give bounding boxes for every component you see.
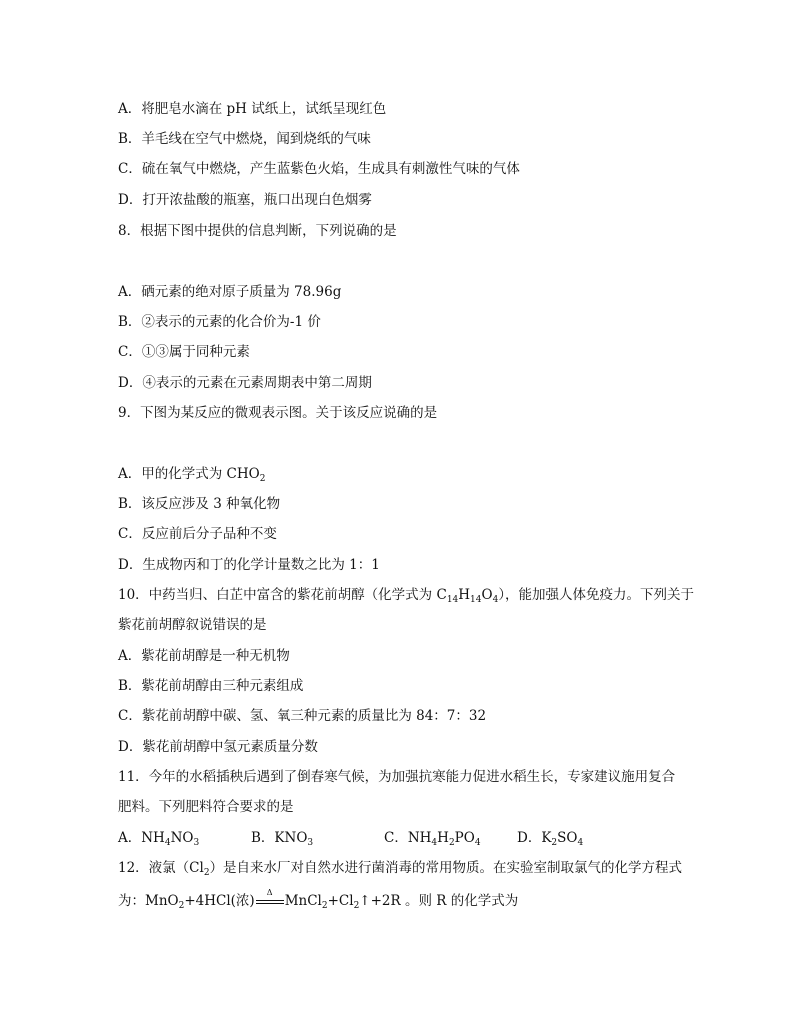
question-9-option-c: C．反应前后分子品种不变 bbox=[118, 526, 277, 542]
q9-a-text: A．甲的化学式为 CHO bbox=[118, 466, 260, 482]
q10-stem-post: ），能加强人体免疫力。下列关于 bbox=[498, 587, 695, 603]
q10-stem-pre: 10．中药当归、白芷中富含的紫花前胡醇（化学式为 C bbox=[118, 587, 447, 603]
question-8-option-b: B．②表示的元素的化合价为-1 价 bbox=[118, 314, 321, 330]
q10-f5: 4 bbox=[492, 595, 499, 605]
question-8-option-d: D．④表示的元素在元素周期表中第二周期 bbox=[118, 375, 372, 391]
question-8-option-c: C．①③属于同种元素 bbox=[118, 344, 250, 360]
reaction-condition bbox=[255, 888, 285, 911]
question-10-stem bbox=[118, 585, 694, 605]
q9-a-sub: 2 bbox=[259, 474, 266, 484]
question-12-equation: 为：MnO$_2$+4HCl(浓) Δ $MnCl_2+Cl_2↑+2R$ 。则 R 的化学式为 bbox=[118, 891, 518, 911]
question-7-option-d: D．打开浓盐酸的瓶塞，瓶口出现白色烟雾 bbox=[118, 192, 372, 208]
question-9-option-b: B．该反应涉及 3 种氧化物 bbox=[118, 496, 281, 512]
question-8-stem: 8．根据下图中提供的信息判断，下列说确的是 bbox=[118, 223, 397, 239]
q11-option-b: B．$KNO_3$ bbox=[251, 830, 314, 848]
q10-f3: 14 bbox=[470, 595, 482, 605]
q12-stem-sub: 2 bbox=[203, 868, 210, 878]
question-9-stem: 9．下图为某反应的微观表示图。关于该反应说确的是 bbox=[118, 405, 438, 421]
question-7-option-b: B．羊毛线在空气中燃烧，闻到烧纸的气味 bbox=[118, 131, 371, 147]
heat-symbol: Δ bbox=[266, 888, 273, 897]
question-10-option-b: B．紫花前胡醇由三种元素组成 bbox=[118, 678, 304, 694]
q11-option-c: C．$NH_4H_2PO_4$ bbox=[384, 830, 481, 848]
question-11-stem: 11．今年的水稻插秧后遇到了倒春寒气候，为加强抗寒能力促进水稻生长，专家建议施用复合 bbox=[118, 769, 676, 785]
question-12-stem bbox=[118, 858, 682, 878]
question-7-option-c: C．硫在氧气中燃烧，产生蓝紫色火焰，生成具有刺激性气味的气体 bbox=[118, 161, 520, 177]
q11-option-d: D．$K_2SO_4$ bbox=[517, 830, 584, 848]
question-10-stem-line2: 紫花前胡醇叙说错误的是 bbox=[118, 617, 267, 633]
question-10-option-d: D．紫花前胡醇中氢元素质量分数 bbox=[118, 739, 318, 755]
q10-f1: 14 bbox=[446, 595, 459, 605]
question-11-options bbox=[118, 828, 637, 848]
q10-f2: H bbox=[458, 587, 471, 603]
question-11-stem-line2: 肥料。下列肥料符合要求的是 bbox=[118, 799, 294, 815]
question-8-option-a: A．硒元素的绝对原子质量为 78.96g bbox=[118, 284, 342, 300]
question-9-option-a bbox=[118, 464, 265, 484]
q11-option-a: A．$NH_4NO_3$ bbox=[118, 830, 200, 848]
q10-f4: O bbox=[481, 587, 493, 603]
question-9-option-d: D．生成物丙和丁的化学计量数之比为 1：1 bbox=[118, 557, 380, 573]
q12-stem-pre: 12．液氯（Cl bbox=[118, 860, 204, 876]
question-10-option-c: C．紫花前胡醇中碳、氢、氧三种元素的质量比为 84：7：32 bbox=[118, 708, 487, 724]
q12-stem-post: ）是自来水厂对自然水进行菌消毒的常用物质。在实验室制取氯气的化学方程式 bbox=[209, 860, 683, 876]
question-10-option-a: A．紫花前胡醇是一种无机物 bbox=[118, 648, 290, 664]
question-7-option-a: A．将肥皂水滴在 pH 试纸上，试纸呈现红色 bbox=[118, 101, 387, 117]
